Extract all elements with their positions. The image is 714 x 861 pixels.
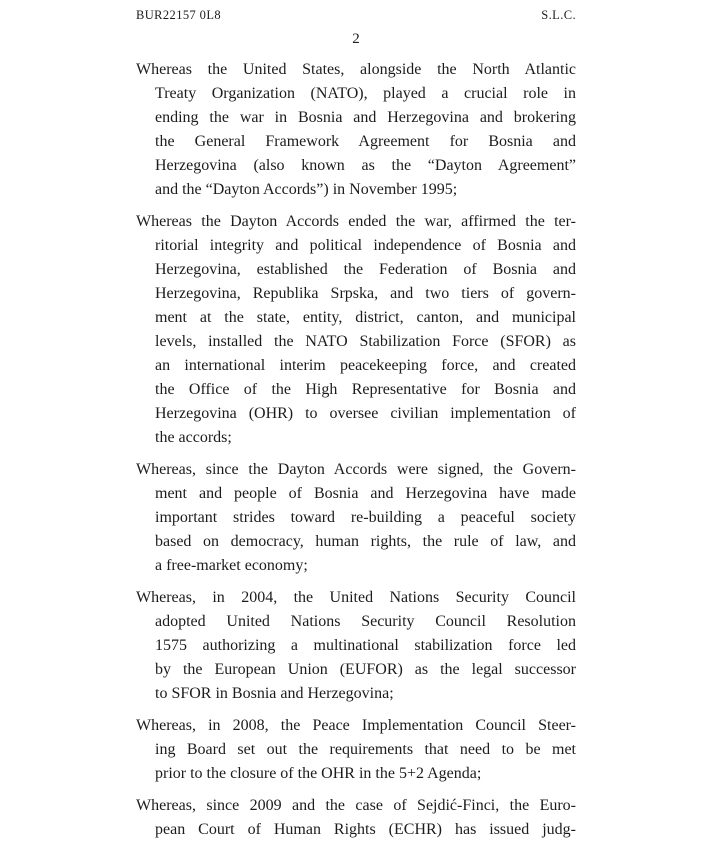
- text-line: Whereas, in 2008, the Peace Implementation Council Steer-: [136, 717, 576, 734]
- text-line: 1575 authorizing a multinational stabilization force led: [155, 637, 576, 654]
- text-line: the Office of the High Representative for Bosnia and: [155, 381, 576, 398]
- text-line: to SFOR in Bosnia and Herzegovina;: [155, 685, 394, 702]
- text-line: ending the war in Bosnia and Herzegovina and brokering: [155, 109, 576, 126]
- text-line: a free-market economy;: [155, 557, 308, 574]
- document-header: [136, 8, 576, 23]
- text-line: an international interim peacekeeping force, and created: [155, 357, 576, 374]
- text-line: Herzegovina, established the Federation of Bosnia and: [155, 261, 576, 278]
- header-left-code: BUR22157 0L8: [136, 8, 222, 22]
- page-number: 2: [352, 31, 360, 47]
- text-line: Herzegovina (OHR) to oversee civilian implementation of: [155, 405, 576, 422]
- text-line: ment at the state, entity, district, canton, and municipal: [155, 309, 576, 326]
- text-line: Whereas, in 2004, the United Nations Security Council: [136, 589, 576, 606]
- text-line: adopted United Nations Security Council Resolution: [155, 613, 576, 630]
- text-line: ment and people of Bosnia and Herzegovina have made: [155, 485, 576, 502]
- text-line: Herzegovina (also known as the “Dayton Agreement”: [155, 157, 576, 174]
- whereas-clause: [136, 714, 576, 786]
- text-line: Whereas the Dayton Accords ended the war, affirmed the ter-: [136, 213, 576, 230]
- text-line: important strides toward re-building a peaceful society: [155, 509, 576, 526]
- text-line: ing Board set out the requirements that need to be met: [155, 741, 576, 758]
- whereas-clause: [136, 210, 576, 450]
- text-line: pean Court of Human Rights (ECHR) has issued judg-: [155, 821, 576, 838]
- text-line: Herzegovina, Republika Srpska, and two tiers of govern-: [155, 285, 576, 302]
- text-line: the accords;: [155, 429, 232, 446]
- text-line: Treaty Organization (NATO), played a crucial role in: [155, 85, 576, 102]
- text-line: prior to the closure of the OHR in the 5+2 Agenda;: [155, 765, 482, 782]
- header-right-code: S.L.C.: [541, 8, 576, 22]
- whereas-clauses: [136, 58, 576, 850]
- text-line: Whereas, since the Dayton Accords were signed, the Govern-: [136, 461, 576, 478]
- text-line: based on democracy, human rights, the rule of law, and: [155, 533, 576, 550]
- text-line: Whereas the United States, alongside the North Atlantic: [136, 61, 576, 78]
- whereas-clause: [136, 458, 576, 578]
- whereas-clause: [136, 58, 576, 202]
- text-line: by the European Union (EUFOR) as the legal successor: [155, 661, 576, 678]
- whereas-clause: [136, 586, 576, 706]
- text-line: the General Framework Agreement for Bosnia and: [155, 133, 576, 150]
- text-line: ritorial integrity and political independence of Bosnia and: [155, 237, 576, 254]
- text-line: Whereas, since 2009 and the case of Sejdić-Finci, the Euro-: [136, 797, 576, 814]
- whereas-clause: [136, 794, 576, 842]
- text-line: levels, installed the NATO Stabilization Force (SFOR) as: [155, 333, 576, 350]
- text-line: and the “Dayton Accords”) in November 1995;: [155, 181, 458, 198]
